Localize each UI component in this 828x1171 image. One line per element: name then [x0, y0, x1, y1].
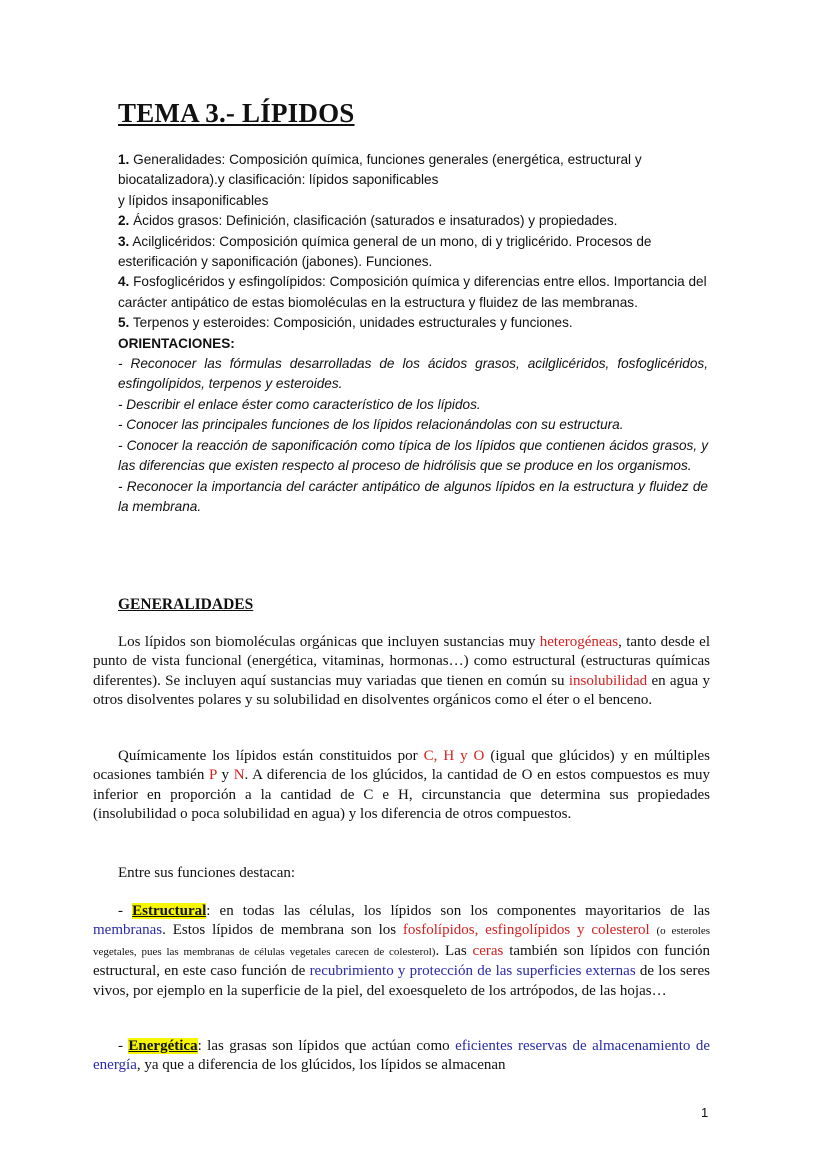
emphasized-text: insolubilidad [568, 672, 648, 689]
text-segment: de los seres vivos, por ejemplo en la superficie de la piel, del exoesqueleto de los artrópodos, de las hojas… [93, 963, 710, 999]
paragraph [93, 633, 710, 711]
text-segment: Químicamente los lípidos están constituidos por [118, 748, 424, 764]
paragraph-text [93, 902, 710, 1001]
emphasized-text: recubrimiento y protección de las superficies externas [309, 963, 636, 980]
topic-text: Generalidades: Composición química, funciones generales (energética, estructural y biocatalizadora).y clasificación: lípidos saponificables [118, 152, 642, 188]
text-segment: y [216, 767, 234, 784]
topic-text: Ácidos grasos: Definición, clasificación (saturados e insaturados) y propiedades. [129, 213, 618, 229]
topic-number: 1. [118, 152, 130, 167]
orientacion-item: - Reconocer la importancia del carácter antipático de algunos lípidos en la estructura y fluidez de la membrana. [118, 478, 708, 514]
text-segment: : las grasas son lípidos que actúan como [197, 1038, 456, 1054]
text-segment: (igual que glúcidos) y en múltiples ocasiones también [93, 748, 710, 784]
emphasized-text: membranas [93, 922, 163, 939]
topic-item [118, 272, 708, 313]
paragraph-text [93, 1037, 710, 1076]
text-segment: - [118, 903, 133, 919]
orientaciones-heading: ORIENTACIONES: [118, 335, 235, 351]
paragraph-text [93, 864, 710, 883]
topic-item [118, 211, 708, 231]
text-segment: en agua y otros disolventes polares y su solubilidad en disolventes orgánicos como el éter o el benceno. [93, 672, 710, 709]
paragraph [93, 902, 710, 1001]
text-segment: también son lípidos con función estructural, en este caso función de [93, 942, 710, 980]
topic-text-cont: y lípidos insaponificables [118, 192, 269, 208]
paragraph-text [93, 747, 710, 825]
orientacion-item: - Reconocer las fórmulas desarrolladas de los ácidos grasos, acilglicéridos, fosfoglicéridos, esfingolípidos, terpenos y esteroides. [118, 356, 708, 392]
text-segment: Entre sus funciones destacan: [118, 865, 296, 881]
topic-number: 5. [118, 315, 130, 331]
emphasized-text: ceras [472, 942, 504, 959]
topic-item [118, 313, 708, 333]
highlighted-term: Estructural [132, 903, 207, 919]
paragraph [93, 864, 710, 883]
text-segment: . Estos lípidos de membrana son los [162, 922, 403, 939]
emphasized-text: (o esteroles vegetales, pues las membranas de células vegetales carecen de colesterol) [93, 925, 711, 958]
emphasized-text: P [209, 767, 217, 784]
page-number: 1 [701, 1105, 709, 1120]
text-segment: . A diferencia de los glúcidos, la cantidad de O en estos compuestos es muy inferior en proporción a la cantidad de C e H, circunstancia que determina sus propiedades (insolubilidad o poca solubilidad en agua) y los diferencia de otros compuestos. [93, 767, 711, 823]
topic-number: 2. [118, 213, 130, 229]
topic-text: Acilglicéridos: Composición química general de un mono, di y triglicérido. Procesos de esterificación y saponificación (jabones). Funciones. [118, 233, 652, 270]
topics-list [118, 150, 708, 517]
section-heading: GENERALIDADES [118, 596, 254, 613]
orientacion-item: - Conocer la reacción de saponificación como típica de los lípidos que contienen ácidos grasos, y las diferencias que existen respecto al proceso de hidrólisis que se produce en los organismos. [118, 437, 708, 474]
text-segment: : en todas las células, los lípidos son los componentes mayoritarios de las [206, 903, 711, 919]
orientacion-item: - Describir el enlace éster como característico de los lípidos. [118, 396, 481, 412]
topic-number: 4. [118, 274, 130, 290]
emphasized-text: fosfolípidos, esfingolípidos y colesterol [402, 922, 650, 939]
text-segment: . Las [435, 942, 473, 959]
text-segment [650, 922, 657, 938]
text-segment: Los lípidos son biomoléculas orgánicas que incluyen sustancias muy [118, 634, 540, 650]
highlighted-term: Energética [128, 1038, 198, 1054]
emphasized-text: N [233, 767, 245, 784]
orientacion-item: - Conocer las principales funciones de los lípidos relacionándolas con su estructura. [118, 417, 624, 433]
paragraph-text [93, 633, 710, 711]
emphasized-text: C, H y O [423, 748, 485, 764]
topic-text: Terpenos y esteroides: Composición, unidades estructurales y funciones. [129, 315, 573, 331]
topic-item [118, 232, 708, 273]
emphasized-text: eficientes reservas de almacenamiento de energía [93, 1038, 710, 1074]
paragraph [93, 747, 710, 825]
paragraph [93, 1037, 710, 1076]
text-segment: , tanto desde el punto de vista funcional (energética, vitaminas, hormonas…) como estructural (estructuras químicas diferentes). Se incluyen aquí sustancias muy variadas que tienen en común su [93, 634, 710, 689]
topic-item [118, 150, 708, 211]
emphasized-text: heterogéneas [539, 634, 619, 650]
text-segment: - [118, 1038, 129, 1054]
document-title: TEMA 3.- LÍPIDOS [118, 98, 355, 128]
text-segment: , ya que a diferencia de los glúcidos, los lípidos se almacenan [136, 1057, 506, 1074]
topic-number: 3. [118, 233, 130, 249]
topic-text: Fosfoglicéridos y esfingolípidos: Composición química y diferencias entre ellos. Importancia del carácter antipático de estas biomoléculas en la estructura y fluidez de las membranas. [118, 274, 707, 310]
